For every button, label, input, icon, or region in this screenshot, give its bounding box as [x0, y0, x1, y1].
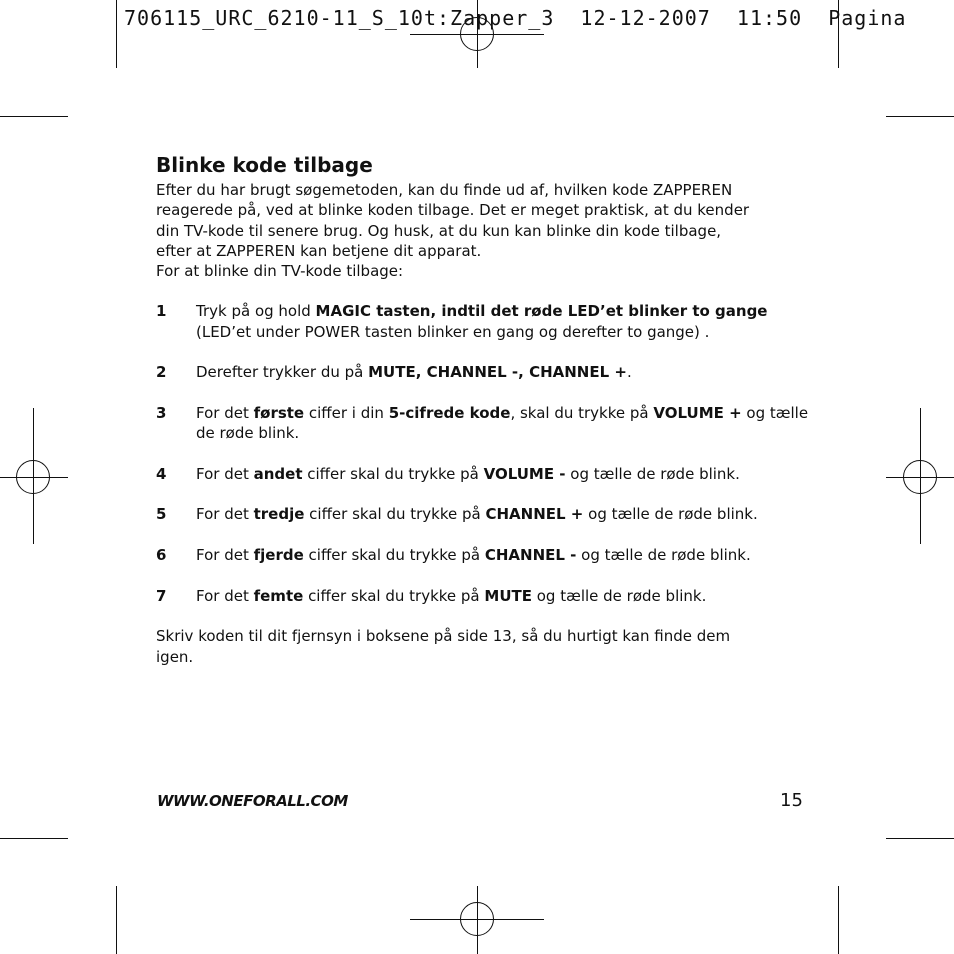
- step-text-segment: ciffer skal du trykke på: [303, 586, 485, 605]
- step-text-segment: For det: [196, 464, 254, 483]
- registration-bottom-circle: [460, 902, 494, 936]
- footer-url: WWW.ONEFORALL.COM: [157, 792, 348, 810]
- print-slug-header: 706115_URC_6210-11_S_10t:Zapper_3 12-12-2007 11:50 Pagina: [124, 6, 907, 30]
- step-text-segment: For det: [196, 403, 254, 422]
- intro-paragraph: [156, 180, 816, 281]
- step-emphasis: tredje: [253, 505, 305, 524]
- step-number: 7: [156, 586, 167, 605]
- page-number: 15: [780, 790, 803, 811]
- step-text: [196, 464, 816, 484]
- step-number: 6: [156, 546, 167, 565]
- step-text-segment: For det: [196, 546, 254, 565]
- step-emphasis: CHANNEL +: [485, 505, 584, 524]
- step-text-segment: .: [626, 363, 632, 382]
- step-text: [196, 301, 816, 342]
- step-emphasis: MUTE: [484, 586, 532, 605]
- step-number: 2: [156, 363, 167, 382]
- step-emphasis: MUTE, CHANNEL -, CHANNEL +: [368, 363, 627, 382]
- step-emphasis: VOLUME +: [653, 403, 742, 422]
- crop-mark-top-left-vertical: [116, 0, 117, 68]
- step-emphasis: andet: [253, 464, 303, 483]
- step-text: [196, 545, 816, 565]
- crop-mark-bottom-left-vertical: [116, 886, 117, 954]
- outro-line: Skriv koden til dit fjernsyn i boksene på side 13, så du hurtigt kan finde dem: [156, 627, 731, 646]
- step-emphasis: femte: [253, 586, 304, 605]
- crop-mark-bottom-left-horizontal: [0, 838, 68, 839]
- outro-paragraph: [156, 626, 816, 667]
- step-text-segment: og tælle de røde blink.: [565, 464, 740, 483]
- intro-line: din TV-kode til senere brug. Og husk, at du kun kan blinke din kode tilbage,: [156, 221, 722, 240]
- registration-right-circle: [903, 460, 937, 494]
- step-text-segment: ciffer skal du trykke på: [303, 546, 485, 565]
- step-text: [196, 362, 816, 382]
- step-item: [156, 403, 816, 444]
- step-item: [156, 545, 816, 565]
- step-item: [156, 301, 816, 342]
- section-heading: Blinke kode tilbage: [156, 153, 373, 177]
- intro-line: reagerede på, ved at blinke koden tilbage. Det er meget praktisk, at du kender: [156, 201, 750, 220]
- intro-line: efter at ZAPPEREN kan betjene dit apparat.: [156, 241, 482, 260]
- step-text-segment: ciffer skal du trykke på: [302, 464, 484, 483]
- step-number: 4: [156, 464, 167, 483]
- crop-mark-top-right-horizontal: [886, 116, 954, 117]
- step-emphasis: MAGIC tasten, indtil det røde LED’et blinker to gange: [315, 302, 768, 321]
- step-text-segment: For det: [196, 505, 254, 524]
- step-text: [196, 403, 816, 444]
- step-item: [156, 464, 816, 484]
- crop-mark-top-left-horizontal: [0, 116, 68, 117]
- step-text-segment: For det: [196, 586, 254, 605]
- step-text: [196, 586, 816, 606]
- intro-line: Efter du har brugt søgemetoden, kan du finde ud af, hvilken kode ZAPPEREN: [156, 181, 733, 199]
- step-text-segment: Derefter trykker du på: [196, 363, 369, 382]
- step-text-segment: ciffer skal du trykke på: [304, 505, 486, 524]
- step-text-segment: og tælle de røde blink.: [576, 546, 751, 565]
- step-item: [156, 586, 816, 606]
- step-number: 3: [156, 403, 167, 422]
- step-emphasis: 5-cifrede kode: [388, 403, 511, 422]
- step-text-segment: ciffer i din: [304, 403, 389, 422]
- step-text-segment: og tælle de røde blink.: [531, 586, 707, 605]
- step-emphasis: CHANNEL -: [484, 546, 577, 565]
- step-item: [156, 504, 816, 524]
- step-emphasis: VOLUME -: [483, 464, 566, 483]
- step-text-segment: (LED’et under POWER tasten blinker en gang og derefter to gange) .: [196, 322, 710, 341]
- registration-left-circle: [16, 460, 50, 494]
- step-list: [156, 301, 816, 605]
- step-text: [196, 504, 816, 524]
- step-text-segment: og tælle de røde blink.: [196, 403, 809, 443]
- step-number: 5: [156, 505, 167, 524]
- page-content: [156, 152, 816, 667]
- step-text-segment: og tælle de røde blink.: [583, 505, 758, 524]
- outro-line: igen.: [156, 647, 194, 666]
- step-text-segment: , skal du trykke på: [510, 403, 654, 422]
- step-number: 1: [156, 302, 167, 321]
- crop-mark-bottom-right-horizontal: [886, 838, 954, 839]
- intro-line: For at blinke din TV-kode tilbage:: [156, 262, 404, 281]
- step-item: [156, 362, 816, 382]
- crop-mark-bottom-right-vertical: [838, 886, 839, 954]
- step-emphasis: fjerde: [253, 546, 304, 565]
- step-emphasis: første: [253, 403, 305, 422]
- step-text-segment: Tryk på og hold: [196, 302, 316, 321]
